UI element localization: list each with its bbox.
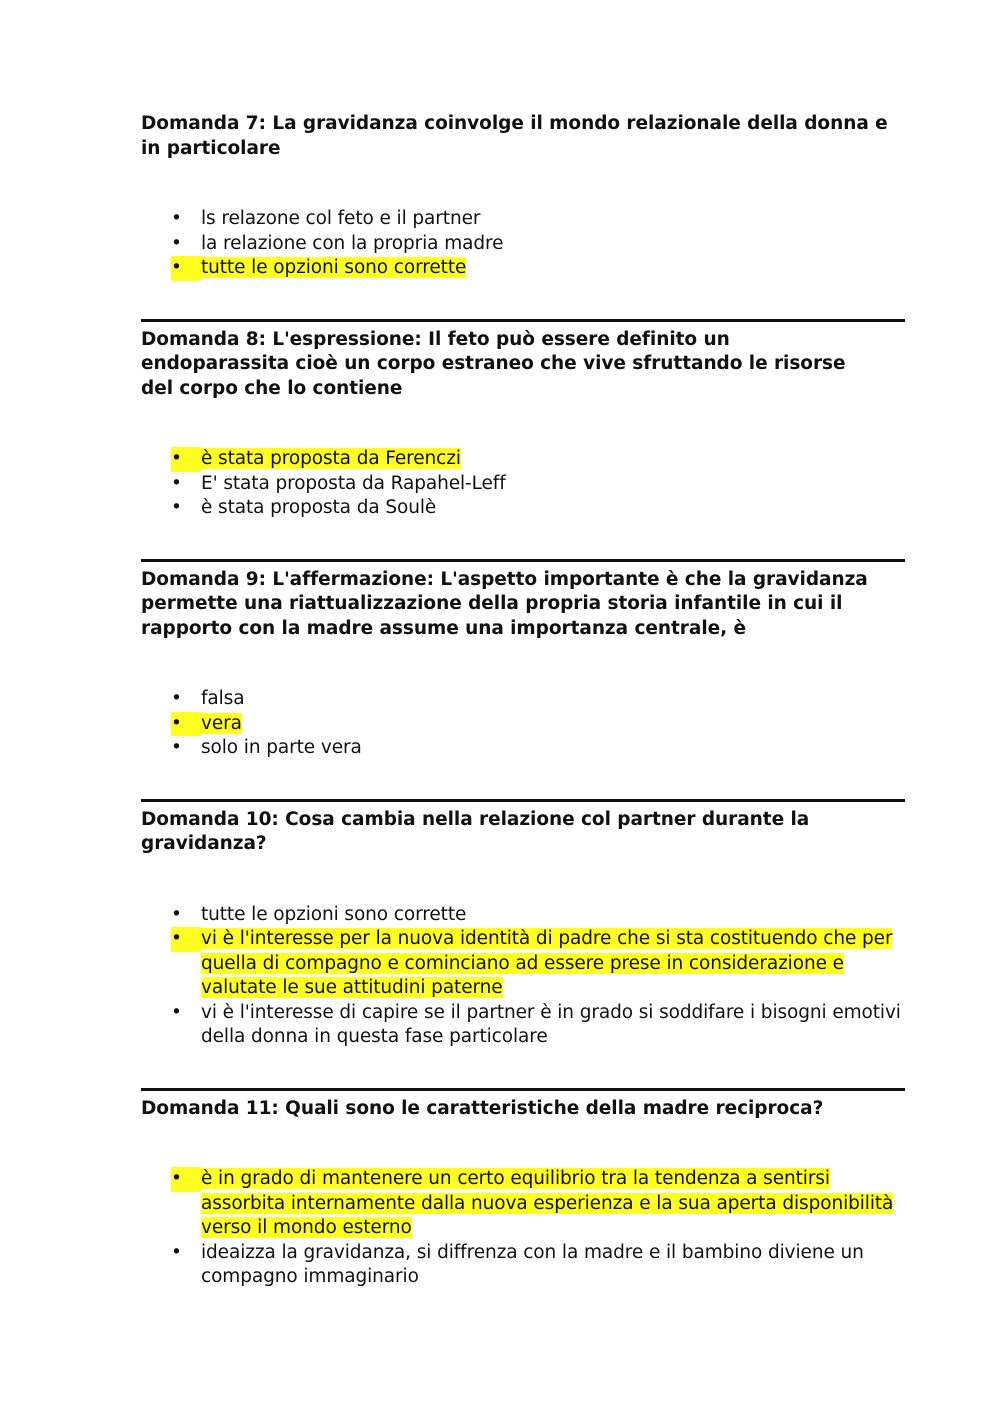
answer-text: vi è l'interesse di capire se il partner è in grado si soddifare i bisogni emotivi della donna in questa fase particolare [201, 1001, 901, 1047]
bullet-icon: • [171, 208, 182, 229]
answer-option [141, 207, 905, 232]
answer-text: è stata proposta da Soulè [201, 497, 437, 518]
bullet-icon: • [171, 472, 182, 494]
answer-option [141, 687, 905, 712]
answer-option [141, 736, 905, 761]
answer-text: tutte le opzioni sono corrette [201, 903, 467, 925]
answer-text: la relazione con la propria madre [201, 232, 504, 254]
answer-text: solo in parte vera [201, 737, 362, 758]
bullet-icon: • [171, 232, 182, 254]
question-title: Domanda 8: L'espressione: Il feto può essere definito un endoparassita cioè un corpo estraneo che vive sfruttando le risorse del corpo che lo contiene [141, 328, 846, 399]
answer-option-correct [141, 927, 905, 1001]
answer-list [141, 687, 905, 761]
answer-option-correct [141, 712, 905, 737]
divider [141, 799, 905, 802]
answer-text-highlighted: vi è l'interesse per la nuova identità di padre che si sta costituendo che per quella di compagno e cominciano ad essere prese in considerazione e valutate le sue attitudini paterne [201, 928, 893, 998]
answer-text-highlighted: vera [171, 713, 242, 734]
divider [141, 319, 905, 322]
answer-option [141, 903, 905, 928]
question-title: Domanda 10: Cosa cambia nella relazione col partner durante la gravidanza? [141, 808, 810, 854]
bullet-icon: • [171, 712, 201, 737]
answer-text: ls relazone col feto e il partner [201, 208, 481, 229]
question-title: Domanda 11: Quali sono le caratteristiche della madre reciproca? [141, 1097, 824, 1119]
answer-option [141, 232, 905, 257]
question-8 [141, 328, 905, 521]
document-page [141, 112, 905, 1290]
answer-option [141, 1001, 905, 1050]
question-10 [141, 808, 905, 1050]
answer-option [141, 472, 905, 497]
bullet-icon: • [171, 1241, 182, 1263]
bullet-icon: • [171, 1001, 182, 1023]
answer-list [141, 1167, 905, 1290]
bullet-icon: • [171, 927, 201, 952]
answer-option [141, 1241, 905, 1290]
answer-list [141, 207, 905, 281]
bullet-icon: • [171, 256, 201, 281]
answer-text-highlighted: è in grado di mantenere un certo equilibrio tra la tendenza a sentirsi assorbita internamente dalla nuova esperienza e la sua aperta disponibilità verso il mondo esterno [201, 1168, 894, 1238]
answer-text-highlighted: è stata proposta da Ferenczi [171, 448, 461, 469]
question-11 [141, 1097, 905, 1290]
question-7 [141, 112, 905, 281]
divider [141, 1088, 905, 1091]
question-9 [141, 568, 905, 761]
bullet-icon: • [171, 1167, 201, 1192]
divider [141, 559, 905, 562]
answer-option-correct [141, 447, 905, 472]
bullet-icon: • [171, 737, 182, 758]
answer-text-highlighted: tutte le opzioni sono corrette [171, 257, 466, 278]
answer-option [141, 496, 905, 521]
question-title: Domanda 9: L'affermazione: L'aspetto importante è che la gravidanza permette una riattualizzazione della propria storia infantile in cui il rapporto con la madre assume una importanza centrale, è [141, 568, 868, 639]
answer-list [141, 903, 905, 1050]
answer-text: falsa [201, 688, 245, 709]
answer-text: E' stata proposta da Rapahel-Leff [201, 472, 506, 494]
answer-option-correct [141, 256, 905, 281]
answer-option-correct [141, 1167, 905, 1241]
bullet-icon: • [171, 497, 182, 518]
answer-text: ideaizza la gravidanza, si diffrenza con la madre e il bambino diviene un compagno immaginario [201, 1241, 864, 1287]
bullet-icon: • [171, 903, 182, 925]
bullet-icon: • [171, 688, 182, 709]
question-title: Domanda 7: La gravidanza coinvolge il mondo relazionale della donna e in particolare [141, 113, 888, 159]
answer-list [141, 447, 905, 521]
bullet-icon: • [171, 447, 201, 472]
